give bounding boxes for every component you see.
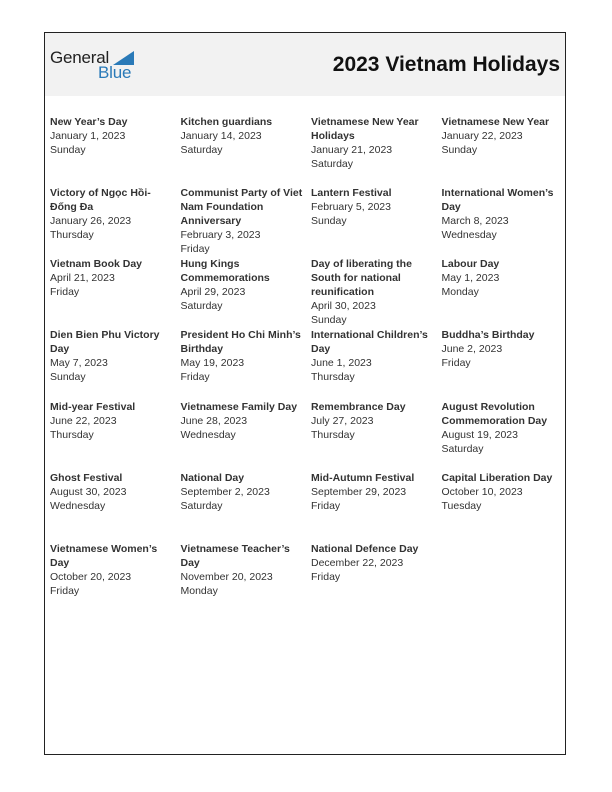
holiday-name: Kitchen guardians bbox=[180, 116, 273, 128]
holiday-date: September 2, 2023 bbox=[180, 486, 270, 498]
holiday-date: March 8, 2023 bbox=[441, 215, 509, 227]
holiday-date: June 28, 2023 bbox=[180, 415, 248, 427]
holiday-date: April 29, 2023 bbox=[180, 286, 246, 298]
holiday-weekday: Sunday bbox=[311, 215, 347, 227]
holiday-name: Vietnamese Women’s Day bbox=[50, 543, 158, 569]
holiday-entry bbox=[442, 186, 568, 242]
holiday-date: January 1, 2023 bbox=[50, 130, 126, 142]
holiday-name: National Defence Day bbox=[311, 543, 419, 555]
holiday-entry bbox=[311, 328, 437, 384]
holiday-entry bbox=[181, 400, 307, 442]
holiday-name: International Women’s Day bbox=[441, 187, 554, 213]
holiday-weekday: Friday bbox=[311, 500, 341, 512]
holiday-entry bbox=[181, 471, 307, 513]
holiday-date: May 19, 2023 bbox=[180, 357, 245, 369]
holiday-entry bbox=[50, 186, 176, 242]
holiday-weekday: Thursday bbox=[311, 371, 355, 383]
holiday-entry bbox=[442, 471, 568, 513]
logo-blue-text: Blue bbox=[98, 63, 132, 82]
generalblue-logo bbox=[50, 48, 150, 82]
holiday-weekday: Thursday bbox=[50, 429, 94, 441]
holiday-date: May 1, 2023 bbox=[441, 272, 500, 284]
holiday-entry bbox=[311, 542, 437, 584]
holiday-date: February 5, 2023 bbox=[311, 201, 391, 213]
holiday-weekday: Saturday bbox=[311, 158, 354, 170]
holiday-date: June 2, 2023 bbox=[441, 343, 503, 355]
holiday-name: New Year’s Day bbox=[50, 116, 128, 128]
holiday-name: International Children’s Day bbox=[311, 329, 428, 355]
holiday-entry bbox=[442, 400, 568, 456]
holiday-name: Victory of Ngọc Hồi-Đống Đa bbox=[50, 187, 151, 213]
holiday-name: Capital Liberation Day bbox=[441, 472, 553, 484]
page-frame bbox=[44, 32, 566, 755]
holiday-weekday: Saturday bbox=[180, 500, 223, 512]
holiday-entry bbox=[311, 257, 437, 327]
holiday-name: Remembrance Day bbox=[311, 401, 406, 413]
holiday-date: May 7, 2023 bbox=[50, 357, 108, 369]
holiday-entry bbox=[50, 542, 176, 598]
holiday-weekday: Friday bbox=[50, 286, 80, 298]
logo-general-text: General bbox=[50, 48, 110, 67]
holiday-date: October 10, 2023 bbox=[441, 486, 523, 498]
holiday-weekday: Sunday bbox=[50, 144, 86, 156]
holiday-weekday: Friday bbox=[50, 585, 80, 597]
holiday-name: Ghost Festival bbox=[50, 472, 123, 484]
holiday-entry bbox=[50, 328, 176, 384]
holiday-date: July 27, 2023 bbox=[311, 415, 374, 427]
holiday-date: June 22, 2023 bbox=[50, 415, 117, 427]
holiday-name: Mid-year Festival bbox=[50, 401, 136, 413]
holiday-date: January 14, 2023 bbox=[180, 130, 262, 142]
holiday-date: August 19, 2023 bbox=[441, 429, 518, 441]
holiday-date: August 30, 2023 bbox=[50, 486, 127, 498]
holiday-name: National Day bbox=[180, 472, 245, 484]
holiday-weekday: Thursday bbox=[50, 229, 94, 241]
holiday-weekday: Saturday bbox=[180, 144, 223, 156]
holiday-date: September 29, 2023 bbox=[311, 486, 407, 498]
holiday-entry bbox=[442, 115, 568, 157]
holiday-weekday: Friday bbox=[180, 243, 210, 255]
holiday-date: January 22, 2023 bbox=[441, 130, 523, 142]
holiday-entry bbox=[311, 471, 437, 513]
holiday-entry bbox=[181, 542, 307, 598]
holiday-entry bbox=[311, 186, 437, 228]
holiday-entry bbox=[50, 115, 176, 157]
holiday-weekday: Wednesday bbox=[50, 500, 106, 512]
holiday-weekday: Saturday bbox=[180, 300, 223, 312]
holiday-date: January 26, 2023 bbox=[50, 215, 132, 227]
holiday-name: Vietnamese New Year Holidays bbox=[311, 116, 419, 142]
holiday-weekday: Sunday bbox=[311, 314, 347, 326]
holiday-weekday: Monday bbox=[441, 286, 479, 298]
holiday-date: April 21, 2023 bbox=[50, 272, 115, 284]
holiday-entry bbox=[311, 400, 437, 442]
holiday-entry bbox=[50, 257, 176, 299]
holiday-name: Vietnamese Teacher’s Day bbox=[180, 543, 290, 569]
holiday-name: Lantern Festival bbox=[311, 187, 392, 199]
holiday-name: Mid-Autumn Festival bbox=[311, 472, 415, 484]
holiday-entry bbox=[50, 471, 176, 513]
holiday-entry bbox=[50, 400, 176, 442]
holiday-weekday: Friday bbox=[441, 357, 471, 369]
holiday-name: Vietnam Book Day bbox=[50, 258, 143, 270]
header-band bbox=[45, 33, 565, 96]
holiday-weekday: Wednesday bbox=[441, 229, 497, 241]
holiday-date: February 3, 2023 bbox=[180, 229, 261, 241]
holiday-entry bbox=[181, 328, 307, 384]
holiday-name: President Ho Chi Minh’s Birthday bbox=[180, 329, 301, 355]
holiday-weekday: Thursday bbox=[311, 429, 355, 441]
holiday-weekday: Sunday bbox=[50, 371, 86, 383]
holiday-entry bbox=[311, 115, 437, 171]
holiday-weekday: Friday bbox=[180, 371, 210, 383]
holiday-name: Buddha’s Birthday bbox=[441, 329, 535, 341]
holiday-name: Dien Bien Phu Victory Day bbox=[50, 329, 160, 355]
holiday-name: Vietnamese New Year bbox=[441, 116, 550, 128]
holiday-name: Labour Day bbox=[441, 258, 500, 270]
holiday-entry bbox=[442, 257, 568, 299]
holiday-entry bbox=[181, 186, 307, 256]
holiday-date: January 21, 2023 bbox=[311, 144, 393, 156]
holiday-date: December 22, 2023 bbox=[311, 557, 404, 569]
holiday-date: June 1, 2023 bbox=[311, 357, 372, 369]
holiday-date: November 20, 2023 bbox=[180, 571, 273, 583]
holiday-name: Communist Party of Viet Nam Foundation Anniversary bbox=[180, 187, 303, 227]
holiday-weekday: Sunday bbox=[441, 144, 478, 156]
holiday-entry bbox=[181, 115, 307, 157]
holiday-name: Day of liberating the South for national reunification bbox=[311, 258, 412, 298]
holiday-date: October 20, 2023 bbox=[50, 571, 132, 583]
holiday-entry bbox=[442, 328, 568, 370]
holiday-weekday: Friday bbox=[311, 571, 341, 583]
holiday-name: Vietnamese Family Day bbox=[180, 401, 298, 413]
holiday-name: Hung Kings Commemorations bbox=[180, 258, 270, 284]
holiday-date: April 30, 2023 bbox=[311, 300, 376, 312]
holiday-name: August Revolution Commemoration Day bbox=[441, 401, 548, 427]
holiday-weekday: Wednesday bbox=[180, 429, 236, 441]
holiday-weekday: Monday bbox=[180, 585, 218, 597]
holiday-weekday: Tuesday bbox=[441, 500, 482, 512]
holiday-entry bbox=[181, 257, 307, 313]
holiday-weekday: Saturday bbox=[441, 443, 484, 455]
page-title: 2023 Vietnam Holidays bbox=[332, 53, 560, 76]
